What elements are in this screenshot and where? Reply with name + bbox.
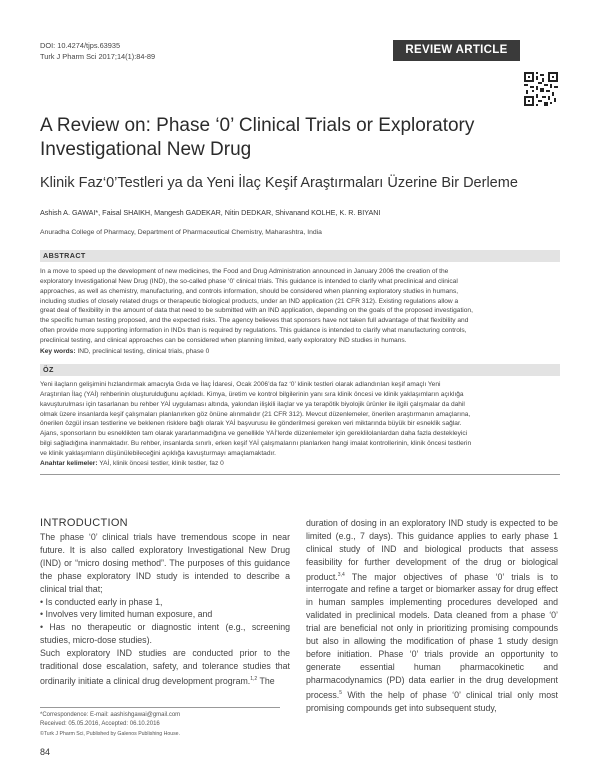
article-type-badge: REVIEW ARTICLE xyxy=(393,40,520,61)
oz-keywords-value: YAİ, klinik öncesi testler, klinik testler, faz 0 xyxy=(97,460,224,467)
intro-col2-paragraph xyxy=(306,517,558,714)
citation-ref[interactable]: 3,4 xyxy=(337,571,345,578)
introduction-heading: INTRODUCTION xyxy=(40,517,128,529)
abstract-heading: ABSTRACT xyxy=(40,250,560,262)
abstract-line: In a move to speed up the development of new medicines, the Food and Drug Administration announced in January 2006 the creation of the xyxy=(40,268,449,275)
abstract-line: often provide more supporting information in INDs than is required by regulations. This guidance is intended to clarify what manufacturing controls, xyxy=(40,327,467,335)
turkish-subtitle: Klinik Faz‘0’Testleri ya da Yeni İlaç Keşif Araştırmaları Üzerine Bir Derleme xyxy=(40,175,518,191)
qr-code-icon[interactable] xyxy=(524,72,558,106)
intro-bullet-3: • Has no therapeutic or diagnostic intent (e.g., screening studies, micro-dose studies). xyxy=(40,622,290,646)
citation-ref[interactable]: 5 xyxy=(339,689,343,696)
abstract-line: exploratory Investigational New Drug (IND), the so-called phase ‘0’ clinical trials. This guidance is intended to clarify what preclinical and clinical xyxy=(40,277,458,285)
abstract-line: the specific human testing proposed, and the expected risks. The agency believes that sponsors have not taken full advantage of that flexibility and xyxy=(40,317,469,325)
oz-line: Araştırılan İlaç (YAİ) rehberinin oluşturulduğunu açıkladı. Kimya, üretim ve kontrol bilgilerinin yanı sıra klinik öncesi ve klinik yaklaşımların açıklığa xyxy=(40,390,464,398)
intro-paragraph-2-text: Such exploratory IND studies are conducted prior to the traditional dose escalation, safety, and tolerance studies that ordinarily initiate a clinical drug development program. xyxy=(40,648,290,686)
oz-line: bilgi sağladığına inanmaktadır. Bu rehber, insanlarda sınırlı, erken keşif YAİ çalışmalarını planlarken hangi imalat kontrollerinin, klinik öncesi testlerin xyxy=(40,440,472,448)
abstract-body xyxy=(40,267,560,346)
abstract-keywords xyxy=(40,347,560,356)
correspondence: *Correspondence: E-mail: aashishgawai@gmail.com xyxy=(40,712,181,718)
abstract-line: including studies of closely related drugs or therapeutic biological products, under an IND application (21 CFR 312). Existing regulations allow a xyxy=(40,297,459,305)
abstract-line: great deal of flexibility in the amount of data that need to be submitted with an IND application, depending on the goals of the proposed investigation, xyxy=(40,307,473,315)
intro-column-right xyxy=(306,517,558,714)
oz-line: önerilen özgül insan testlerine ve beklenen risklere bağlı olarak YAİ başvurusu ile gönderilmesi gereken veri miktarında büyük bir esneklik sağlar. xyxy=(40,420,462,428)
title-line-1: A Review on: Phase ‘0’ Clinical Trials or Exploratory xyxy=(40,115,475,136)
intro-bullet-2: • Involves very limited human exposure, and xyxy=(40,609,213,620)
journal-citation: Turk J Pharm Sci 2017;14(1):84-89 xyxy=(40,52,156,61)
oz-heading: ÖZ xyxy=(40,364,560,376)
intro-paragraph-1: The phase ‘0’ clinical trials have tremendous scope in near future. It is also called exploratory Investigational New Drug (IND) or “micro dosing method”. The purposes of this guidance the phase exploratory IND study is intended to describe a clinical trial that; xyxy=(40,532,290,594)
oz-line: olmak üzere insanlarda keşif çalışmaları planlanırken göz önüne alınmalıdır (21 CFR 312). Mevcut düzenlemeler, önerilen araştırmanın amaçlarına, xyxy=(40,410,471,418)
author-list: Ashish A. GAWAI*, Faisal SHAIKH, Mangesh GADEKAR, Nitin DEDKAR, Shivanand KOLHE, K. R. BIYANI xyxy=(40,208,381,217)
page-number: 84 xyxy=(40,747,51,757)
oz-keywords xyxy=(40,459,560,468)
oz-keywords-label: Anahtar kelimeler: xyxy=(40,460,98,467)
keywords-value: IND, preclinical testing, clinical trials, phase 0 xyxy=(75,348,210,355)
oz-line: ve klinik yaklaşımların düşünülebileceğini açıklığa kavuşturmayı amaçlamaktadır. xyxy=(40,449,277,457)
doi: DOI: 10.4274/tjps.63935 xyxy=(40,41,121,50)
oz-body xyxy=(40,380,560,459)
keywords-label: Key words: xyxy=(40,348,76,355)
article-title xyxy=(40,114,560,162)
copyright: ©Turk J Pharm Sci, Published by Galenos Publishing House. xyxy=(40,731,181,737)
section-divider xyxy=(40,474,560,475)
oz-line: kavuşturulması için tasarlanan bu rehber YAİ uygulaması altında, yakından ilişkili ilaçlar ve ya terapötik biyolojik ürünler ile ilgili çalışmalar da dahil xyxy=(40,400,465,408)
intro-column-left xyxy=(40,531,290,688)
intro-bullet-1: • Is conducted early in phase 1, xyxy=(40,596,163,607)
footnote-divider xyxy=(40,707,280,708)
col2-text-2: The major objectives of phase ‘0’ trials is to interrogate and refine a target or biomarker assay for drug effect in human samples implementing procedures developed and validated in preclinical models. Data cleaned from a phase ‘0’ trial are beneficial not only in prioritizing promising compounds but also in allowing the modification of phase 1 study design before initiation. Phase ‘0’ trials provide an opportunity to generate essential human pharmacokinetic and pharmacodynamics (PD) data earlier in the drug development process. xyxy=(306,571,558,700)
title-line-2: Investigational New Drug xyxy=(40,139,252,160)
affiliation: Anuradha College of Pharmacy, Department of Pharmaceutical Chemistry, Maharashtra, India xyxy=(40,229,322,236)
received-accepted-dates: Received: 05.05.2016, Accepted: 06.10.2016 xyxy=(40,721,160,727)
intro-paragraph-2 xyxy=(40,647,290,688)
oz-line: Yeni ilaçların gelişimini hızlandırmak amacıyla Gıda ve İlaç İdaresi, Ocak 2006’da faz ‘0’ klinik testleri olarak adlandırılan keşif amaçlı Yeni xyxy=(40,381,441,388)
abstract-line: approaches, as well as chemistry, manufacturing, and controls information, should be considered when planning exploratory studies in humans, xyxy=(40,287,459,295)
abstract-line: preclinical testing, and clinical approaches can be considered when planning limited, early exploratory IND studies in humans. xyxy=(40,336,407,344)
col2-text-1: duration of dosing in an exploratory IND study is expected to be limited (e.g., 7 days). This guidance applies to early phase 1 clinical study of IND and biological products that assess feasibility for further development of the drug or biological product. xyxy=(306,518,558,582)
intro-paragraph-2-end: The xyxy=(257,675,275,686)
oz-line: Ajans, sponsorların bu esneklikten tam olarak yararlanmadığına ve genellikle YAİ’lerde düzenlemeler için gereklilolanlardan daha fazla destekleyici xyxy=(40,430,468,438)
col2-text-3: With the help of phase ‘0’ clinical trial only most promising compounds get into subsequent study, xyxy=(306,689,558,713)
citation-ref[interactable]: 1,2 xyxy=(250,675,258,682)
